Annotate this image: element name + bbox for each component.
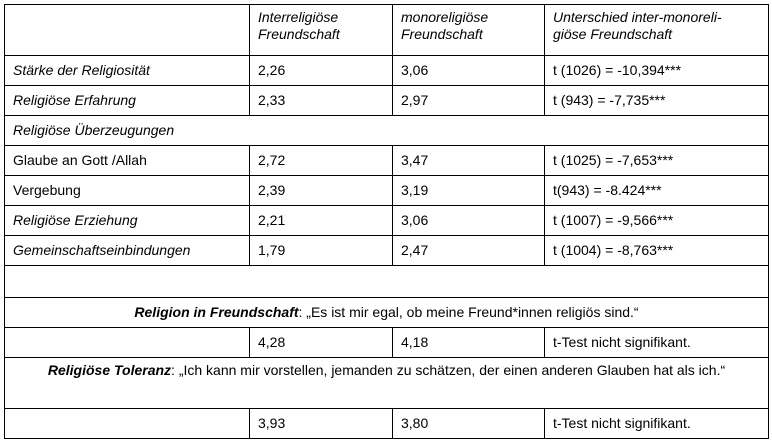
row-inter-value: 2,72 [250, 146, 393, 176]
row-label: Religiöse Erziehung [5, 206, 250, 236]
section-label: Religiöse Überzeugungen [5, 116, 769, 146]
tolerance-title-row [5, 358, 769, 409]
table-row [5, 56, 769, 86]
row-label: Glaube an Gott /Allah [5, 146, 250, 176]
header-interreligious: Interreligiöse Freundschaft [250, 5, 393, 56]
friendship-statement: Religion in Freundschaft: „Es ist mir egal, ob meine Freund*innen religiös sind.“ [5, 298, 769, 328]
row-inter-value: 2,33 [250, 86, 393, 116]
row-inter-value: 4,28 [250, 328, 393, 358]
header-row [5, 5, 769, 56]
row-t-test: t (1007) = -9,566*** [545, 206, 769, 236]
row-label [5, 328, 250, 358]
row-label [5, 409, 250, 439]
row-t-test: t (1025) = -7,653*** [545, 146, 769, 176]
table-row [5, 176, 769, 206]
row-label: Stärke der Religiosität [5, 56, 250, 86]
row-label: Gemeinschaftseinbindungen [5, 236, 250, 266]
row-t-test: t (943) = -7,735*** [545, 86, 769, 116]
row-mono-value: 3,06 [393, 56, 545, 86]
empty-cell [5, 266, 769, 298]
row-inter-value: 2,26 [250, 56, 393, 86]
row-t-test: t-Test nicht signifikant. [545, 328, 769, 358]
row-inter-value: 2,21 [250, 206, 393, 236]
row-mono-value: 3,47 [393, 146, 545, 176]
row-mono-value: 2,97 [393, 86, 545, 116]
row-mono-value: 2,47 [393, 236, 545, 266]
row-label: Vergebung [5, 176, 250, 206]
religiosity-comparison-table [4, 4, 769, 439]
header-monoreligious: monoreligiöse Freundschaft [393, 5, 545, 56]
empty-row [5, 266, 769, 298]
table-row [5, 409, 769, 439]
tolerance-statement: Religiöse Toleranz: „Ich kann mir vorstellen, jemanden zu schätzen, der einen anderen Glauben hat als ich.“ [5, 358, 769, 409]
row-mono-value: 3,19 [393, 176, 545, 206]
row-mono-value: 3,80 [393, 409, 545, 439]
header-empty-cell [5, 5, 250, 56]
friendship-title-row [5, 298, 769, 328]
table-row [5, 328, 769, 358]
header-difference: Unterschied inter-monoreli- giöse Freundschaft [545, 5, 769, 56]
table-row [5, 146, 769, 176]
row-mono-value: 3,06 [393, 206, 545, 236]
table-row [5, 206, 769, 236]
row-t-test: t (1026) = -10,394*** [545, 56, 769, 86]
row-t-test: t (1004) = -8,763*** [545, 236, 769, 266]
row-t-test: t(943) = -8.424*** [545, 176, 769, 206]
row-t-test: t-Test nicht signifikant. [545, 409, 769, 439]
table-row [5, 236, 769, 266]
row-inter-value: 2,39 [250, 176, 393, 206]
row-mono-value: 4,18 [393, 328, 545, 358]
row-label: Religiöse Erfahrung [5, 86, 250, 116]
table-row [5, 86, 769, 116]
row-inter-value: 3,93 [250, 409, 393, 439]
section-row [5, 116, 769, 146]
row-inter-value: 1,79 [250, 236, 393, 266]
